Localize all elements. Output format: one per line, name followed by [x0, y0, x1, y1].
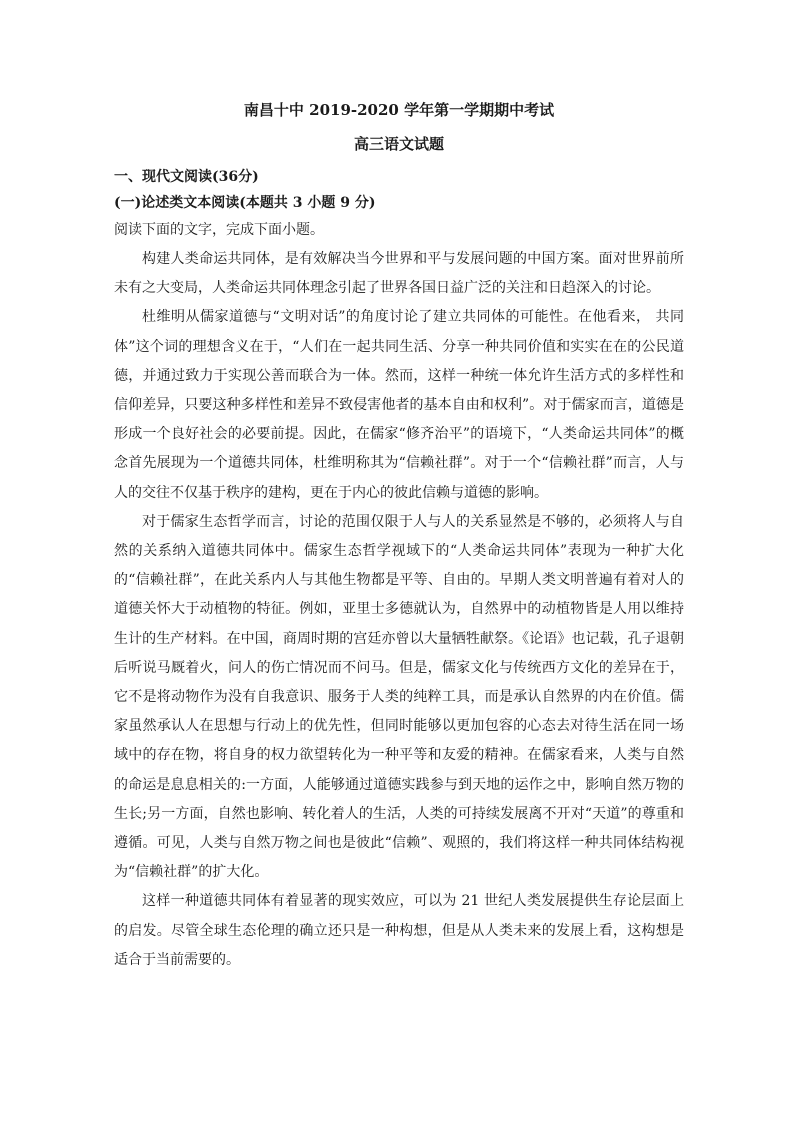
reading-instruction: 阅读下面的文字，完成下面小题。: [114, 222, 324, 238]
exam-subtitle: 高三语文试题: [353, 135, 444, 153]
passage-paragraph-1: 构建人类命运共同体，是有效解决当今世界和平与发展问题的中国方案。面对世界前所未有之大变局，人类命运共同体理念引起了世界各国日益广泛的关注和日趋深入的讨论。: [114, 251, 684, 297]
passage-paragraph-2: 杜维明从儒家道德与“文明对话”的角度讨论了建立共同体的可能性。在他看来， 共同体”这个词的理想含义在于，“人们在一起共同生活、分享一种共同价值和实实在在的公民道德，并通过致力于实现公善而联合为一体。然而，这样一种统一体允许生活方式的多样性和信仰差异，只要这种多样性和差异不致侵害他者的基本自由和权利”。对于儒家而言，道德是形成一个良好社会的必要前提。因此，在儒家“修齐治平”的语境下，“人类命运共同体”的概念首先展现为一个道德共同体，杜维明称其为“信赖社群”。对于一个“信赖社群”而言，人与人的交往不仅基于秩序的建构，更在于内心的彼此信赖与道德的影响。: [114, 309, 684, 501]
subsection-heading: (一)论述类文本阅读(本题共 3 小题 9 分): [114, 195, 376, 211]
exam-title: 南昌十中 2019-2020 学年第一学期期中考试: [243, 101, 555, 119]
section-heading: 一、现代文阅读(36分): [114, 169, 259, 185]
passage-paragraph-4: 这样一种道德共同体有着显著的现实效应，可以为 21 世纪人类发展提供生存论层面上的启发。尽管全球生态伦理的确立还只是一种构想，但是从人类未来的发展上看，这构想是适合于当前需要的。: [114, 893, 684, 968]
passage-paragraph-3: 对于儒家生态哲学而言，讨论的范围仅限于人与人的关系显然是不够的，必须将人与自然的关系纳入道德共同体中。儒家生态哲学视域下的“人类命运共同体”表现为一种扩大化的“信赖社群”，在此关系内人与其他生物都是平等、自由的。早期人类文明普遍有着对人的道德关怀大于动植物的特征。例如，亚里士多德就认为，自然界中的动植物皆是人用以维持生计的生产材料。在中国，商周时期的宫廷亦曾以大量牺牲献祭。《论语》也记载，孔子退朝后听说马厩着火，问人的伤亡情况而不问马。但是，儒家文化与传统西方文化的差异在于，它不是将动物作为没有自我意识、服务于人类的纯粹工具，而是承认自然界的内在价值。儒家虽然承认人在思想与行动上的优先性，但同时能够以更加包容的心态去对待生活在同一场域中的存在物，将自身的权力欲望转化为一种平等和友爱的精神。在儒家看来，人类与自然的命运是息息相关的:一方面，人能够通过道德实践参与到天地的运作之中，影响自然万物的生长;另一方面，自然也影响、转化着人的生活，人类的可持续发展离不开对“天道”的尊重和遵循。可见，人类与自然万物之间也是彼此“信赖”、观照的，我们将这样一种共同体结构视为“信赖社群”的扩大化。: [114, 513, 684, 881]
